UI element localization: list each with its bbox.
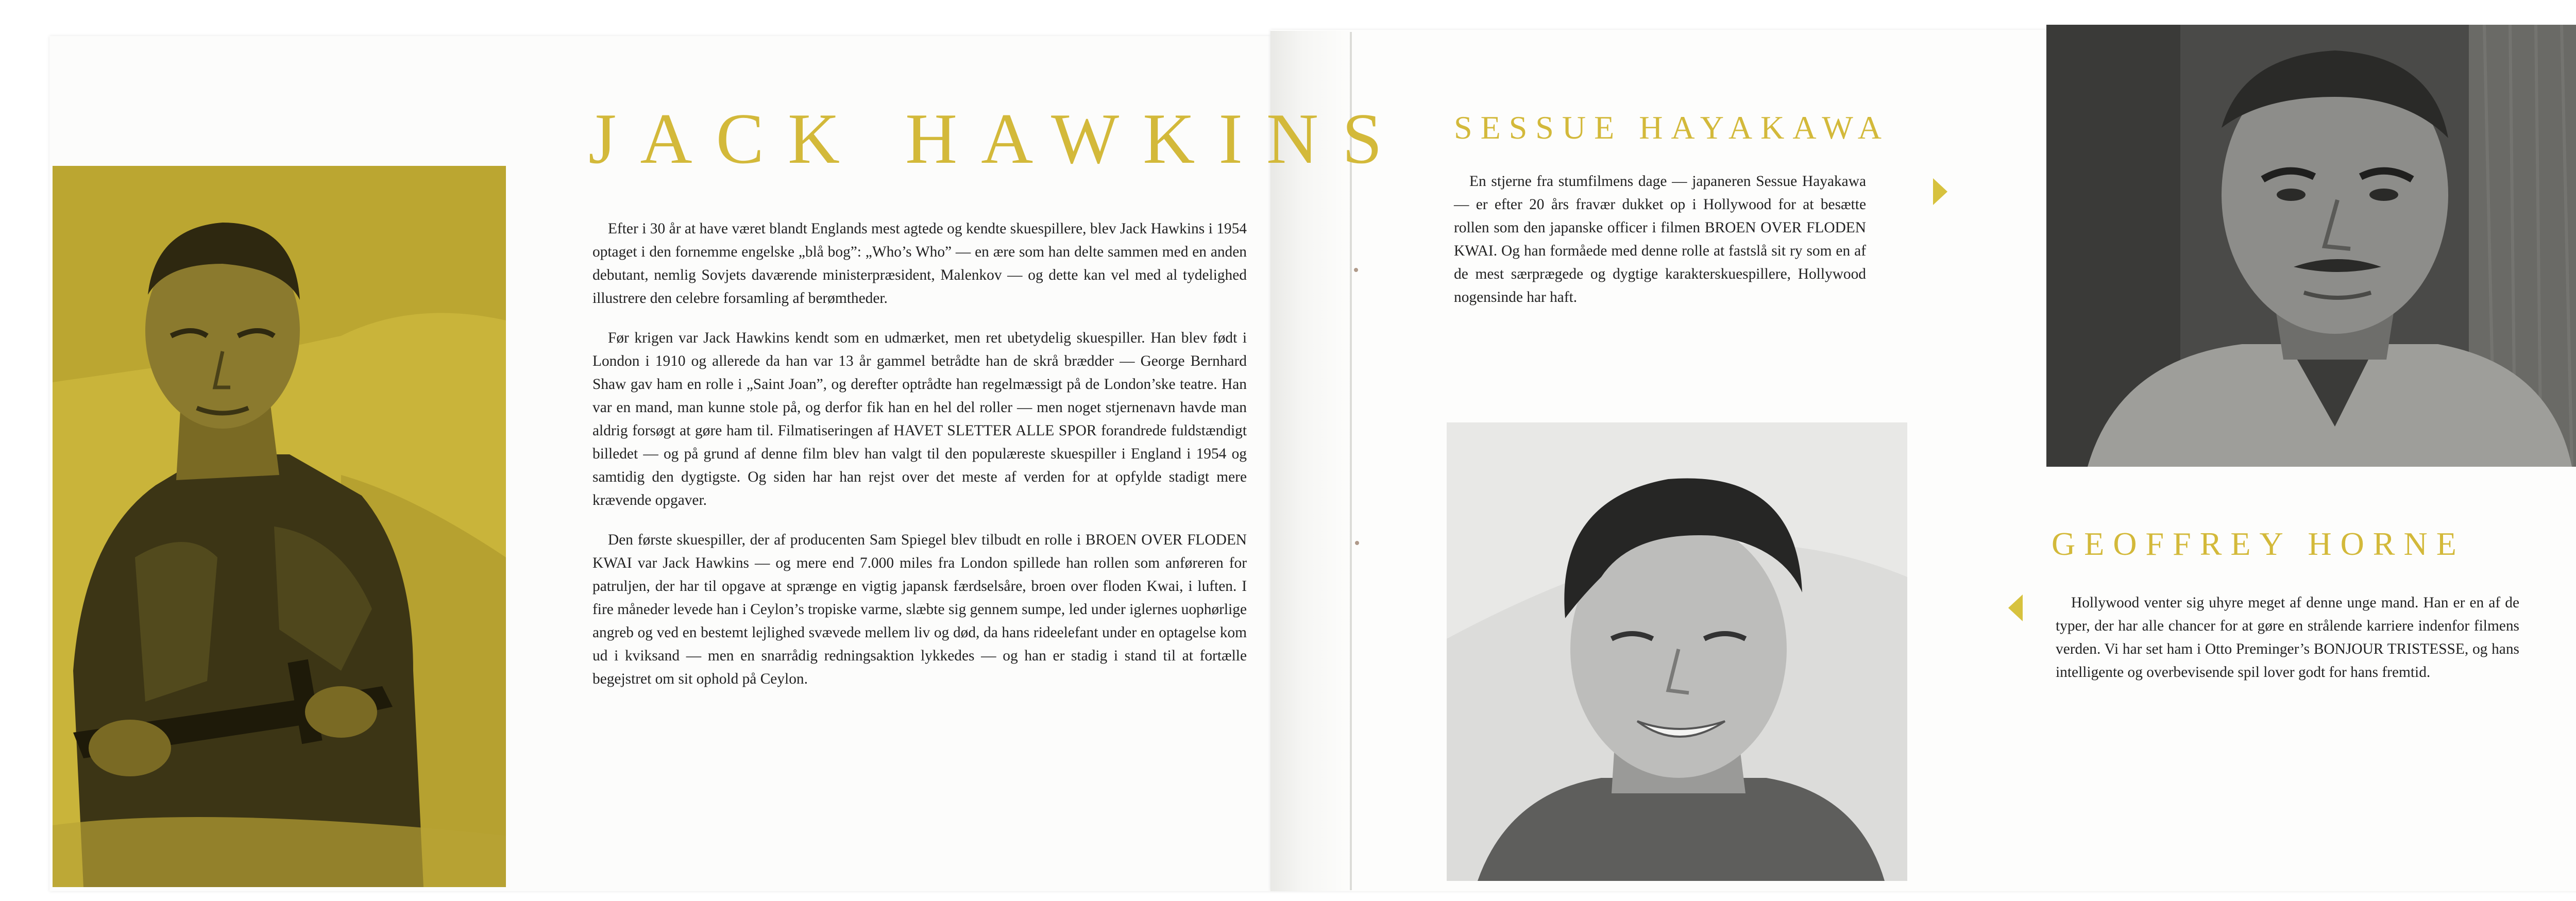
paragraph: Efter i 30 år at have været blandt Englands mest agtede og kendte skuespillere, blev Jack Hawkins i 1954 optaget i den fornemme engelske „blå bog”: „Who’s Who” — en ære som han delte sammen med en anden debutant, nemlig Sovjets daværende ministerpræsident, Malenkov — og dette kan vel med al tydelighed illustrere den celebre forsamling af berømtheder.	[592, 220, 1247, 307]
jack-hawkins-title: JACK HAWKINS	[588, 99, 1406, 179]
paragraph: En stjerne fra stumfilmens dage — japaneren Sessue Hayakawa — er efter 20 års fravær dukket op i Hollywood for at besætte rollen som den japanske officer i filmen BROEN OVER FLODEN KWAI. Og han formåede med denne rolle at fastslå sit ry som en af de mest særprægede og dygtige karakterskuespillere, Hollywood nogensinde har haft.	[1454, 173, 1866, 305]
left-pointer-icon	[2008, 594, 2023, 621]
geoffrey-horne-photo	[1447, 422, 1907, 881]
right-pointer-icon	[1933, 178, 1947, 205]
paragraph: Før krigen var Jack Hawkins kendt som en udmærket, men ret ubetydelig skuespiller. Han blev født i London i 1910 og allerede da han var 13 år gammel betrådte han de skrå brædder — George Bernhard Shaw gav ham en rolle i „Saint Joan”, og derefter optrådte han regelmæssigt på de London’ske teatre. Han var en mand, man kunne stole på, og derfor fik han en hel del roller — men noget stjernenavn havde man aldrig forsøgt at gøre ham til. Filmatiseringen af HAVET SLETTER ALLE SPOR forandrede fuldstændigt billedet — og på grund af denne film blev han valgt til den populæreste skuespiller i England i 1954 og samtidig den dygtigste. Og siden har han rejst over det meste af verden for at opfylde stadigt mere krævende opgaver.	[592, 330, 1247, 508]
geoffrey-horne-title: GEOFFREY HORNE	[2052, 525, 2465, 562]
sessue-hayakawa-article	[1454, 170, 1866, 326]
paper-speck	[1355, 541, 1359, 545]
paragraph: Den første skuespiller, der af producenten Sam Spiegel blev tilbudt en rolle i BROEN OVER FLODEN KWAI var Jack Hawkins — og mere end 7.000 miles fra London spillede han rollen som anføreren for patruljen, der har til opgave at sprænge en vigtig japansk færdselsåre, broen over floden Kwai, i luften. I fire måneder levede han i Ceylon’s tropiske varme, slæbte sig gennem sumpe, led under iglernes uophørlige angreb og ved en bestemt lejlighed svævede mellem liv og død, da hans rideelefant under en optagelse kom ud i kviksand — men en snarrådig redningsaktion lykkedes — og han er stadig i stand til at fortælle begejstret om sit ophold på Ceylon.	[592, 532, 1247, 687]
sessue-hayakawa-title: SESSUE HAYAKAWA	[1454, 109, 1890, 146]
jack-hawkins-photo	[53, 166, 506, 887]
sessue-hayakawa-photo	[2046, 25, 2576, 467]
jack-hawkins-article	[592, 217, 1247, 707]
paragraph: Hollywood venter sig uhyre meget af denne unge mand. Han er en af de typer, der har alle chancer for at gøre en strålende karriere indenfor filmens verden. Vi har set ham i Otto Preminger’s BONJOUR TRISTESSE, og hans intelligente og overbevisende spil lover godt for hans fremtid.	[2056, 594, 2519, 681]
paper-speck	[1354, 268, 1358, 272]
geoffrey-horne-article	[2056, 591, 2519, 701]
